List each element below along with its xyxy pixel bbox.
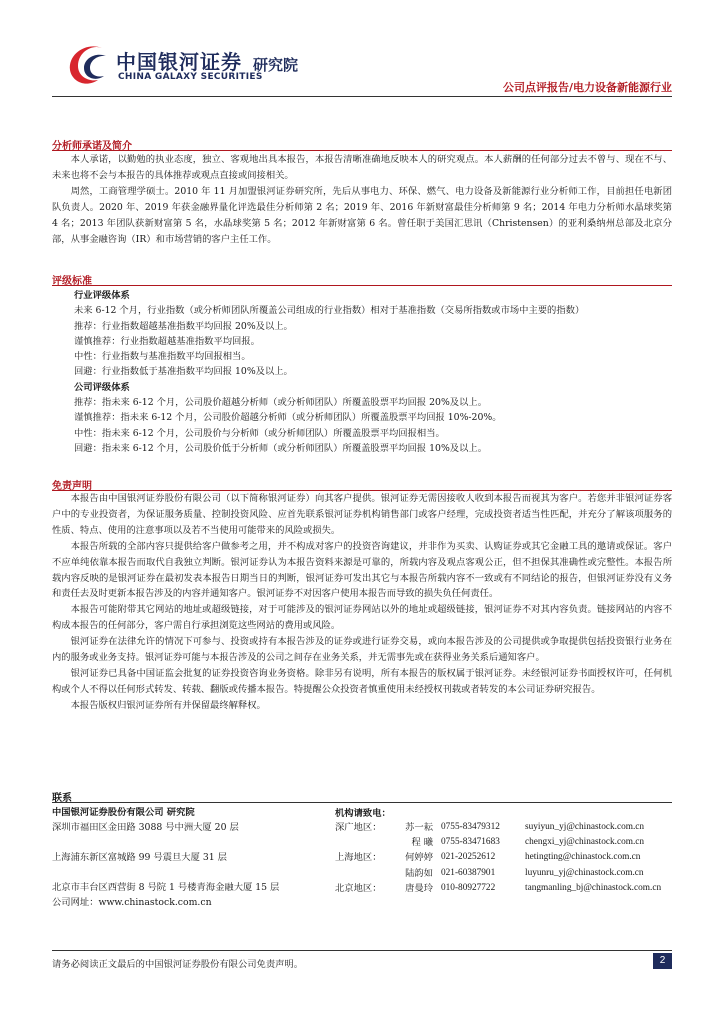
page-number: 2 [653, 953, 672, 969]
contact-region [335, 866, 379, 881]
contact-row [335, 820, 661, 835]
address-line: 深圳市福田区金田路 3088 号中洲大厦 20 层 [52, 822, 239, 833]
report-type: 公司点评报告/电力设备新能源行业 [502, 81, 672, 94]
contact-section-title: 联系 [52, 793, 72, 804]
contact-person: 程 曦 [411, 837, 433, 849]
contact-email[interactable]: chengxi_yj@chinastock.com.cn [525, 837, 645, 848]
industry-rating-header: 行业评级体系 [74, 290, 130, 301]
disclaimer-paragraph: 本报告由中国银河证券股份有限公司（以下简称银河证券）向其客户提供。银河证券无需因接收人收到本报告而视其为客户。若您并非银河证券客户中的专业投资者，为保证服务质量、控制投资风险、应首先联系银河证券机构销售部门或客户经理，完成投资者适当性匹配，并充分了解该项服务的性质、特点、使用的注意事项以及若不当使用可能带来的风险或损失。 [52, 493, 672, 536]
analyst-section-rule [52, 150, 672, 151]
company-rating-line: 谨慎推荐：指未来 6-12 个月，公司股价超越分析师（或分析师团队）所覆盖股票平均回报 10%-20%。 [74, 412, 502, 424]
contact-region [335, 835, 379, 850]
company-rating-header: 公司评级体系 [74, 381, 130, 393]
contact-email[interactable]: luyunru_yj@chinastock.com.cn [525, 867, 644, 878]
footer-notice: 请务必阅读正文最后的中国银河证券股份有限公司免责声明。 [52, 959, 304, 970]
industry-rating-line: 回避：行业指数低于基准指数平均回报 10%及以上。 [74, 366, 293, 378]
disclaimer-paragraph: 本报告版权归银河证券所有并保留最终解释权。 [70, 699, 266, 711]
company-rating-line: 中性：指未来 6-12 个月，公司股价与分析师（或分析师团队）所覆盖股票平均回报相当。 [74, 427, 445, 439]
disclaimer-paragraph: 本报告可能附带其它网站的地址或超级链接，对于可能涉及的银河证券网站以外的地址或超级链接，银河证券不对其内容负责。链接网站的内容不构成本报告的任何部分，客户需自行承担浏览这些网站的费用或风险。 [52, 604, 672, 632]
industry-rating-line: 未来 6-12 个月，行业指数（或分析师团队所覆盖公司组成的行业指数）相对于基准指数（交易所指数或市场中主要的指数） [74, 305, 585, 317]
contact-phone: 010-80927722 [441, 882, 496, 893]
brand-name-en: CHINA GALAXY SECURITIES [118, 72, 263, 82]
header-divider [52, 96, 672, 97]
contact-email[interactable]: tangmanling_bj@chinastock.com.cn [525, 882, 662, 893]
contact-region: 深广地区： [335, 822, 382, 833]
contact-person: 唐曼玲 [405, 882, 433, 894]
analyst-text [52, 152, 672, 247]
contact-section-rule [52, 802, 672, 803]
contact-row [335, 835, 661, 850]
contact-email[interactable]: hetingting@chinastock.com.cn [525, 852, 641, 863]
analyst-commitment: 本人承诺，以勤勉的执业态度，独立、客观地出具本报告，本报告清晰准确地反映本人的研究观点。本人薪酬的任何部分过去不曾与、现在不与、未来也将不会与本报告的具体推荐或观点直接或间接相关。 [52, 154, 672, 181]
disclaimer-paragraph: 银河证券已具备中国证监会批复的证券投资咨询业务资格。除非另有说明，所有本报告的版权属于银河证券。未经银河证券书面授权许可，任何机构或个人不得以任何形式转发、转载、翻版或传播本报告。特提醒公众投资者慎重使用未经授权刊载或者转发的本公司证券研究报告。 [52, 667, 672, 695]
disclaimer-text [52, 491, 672, 714]
address-line: 上海浦东新区富城路 99 号震旦大厦 31 层 [52, 852, 227, 863]
contact-phone: 021-20252612 [441, 852, 496, 863]
contact-person: 何婷婷 [405, 852, 433, 864]
footer-divider [52, 950, 672, 951]
address-spacer [52, 835, 279, 850]
analyst-section-title: 分析师承诺及简介 [52, 141, 132, 152]
company-rating-line: 推荐：指未来 6-12 个月，公司股价超越分析师（或分析师团队）所覆盖股票平均回报 20%及以上。 [74, 397, 487, 409]
industry-rating-line: 谨慎推荐：行业指数超越基准指数平均回报。 [74, 335, 260, 347]
galaxy-logo-icon [62, 40, 116, 90]
industry-rating-line: 推荐：行业指数超越基准指数平均回报 20%及以上。 [74, 320, 293, 332]
institution-contact-title: 机构请致电： [335, 808, 391, 819]
contact-phone: 0755-83479312 [441, 822, 500, 832]
contact-row [335, 881, 661, 896]
industry-rating-line: 中性：行业指数与基准指数平均回报相当。 [74, 351, 251, 363]
contact-phone: 021-60387901 [441, 867, 496, 878]
address-spacer [52, 865, 279, 880]
contact-person: 陆韵如 [405, 867, 433, 879]
contact-email[interactable]: suyiyun_yj@chinastock.com.cn [525, 822, 645, 832]
company-rating-line: 回避：指未来 6-12 个月，公司股价低于分析师（或分析师团队）所覆盖股票平均回报 10%及以上。 [74, 442, 487, 454]
company-name: 中国银河证券股份有限公司 研究院 [52, 807, 195, 818]
company-address-block [52, 805, 279, 910]
contact-row [335, 866, 661, 881]
disclaimer-paragraph: 银河证券在法律允许的情况下可参与、投资或持有本报告涉及的证券或进行证券交易，或向本报告涉及的公司提供或争取提供包括投资银行业务在内的服务或业务支持。银河证券可能与本报告涉及的公司之间存在业务关系，并无需事先或在获得业务关系后通知客户。 [52, 636, 672, 664]
company-website[interactable]: 公司网址：www.chinastock.com.cn [52, 897, 212, 908]
brand-suffix: 研究院 [253, 56, 299, 74]
contact-region: 北京地区： [335, 882, 382, 894]
rating-section-title: 评级标准 [52, 276, 92, 287]
contact-region: 上海地区： [335, 852, 382, 864]
rating-standards [74, 288, 674, 456]
brand-name-cn: 中国银河证券 [116, 50, 242, 74]
disclaimer-section-title: 免责声明 [52, 481, 92, 492]
disclaimer-paragraph: 本报告所载的全部内容只提供给客户做参考之用，并不构成对客户的投资咨询建议，并非作为买卖、认购证券或其它金融工具的邀请或保证。客户不应单纯依靠本报告而取代自我独立判断。银河证券认为本报告资料来源是可靠的，所载内容及观点客观公正，但不担保其准确性或完整性。本报告所载内容反映的是银河证券在最初发表本报告日期当日的判断，银河证券可发出其它与本报告所载内容不一致或有不同结论的报告，但银河证券没有义务和责任去及时更新本报告涉及的内容并通知客户。银河证券不对因客户使用本报告而导致的损失负任何责任。 [52, 540, 672, 600]
address-line: 北京市丰台区西营街 8 号院 1 号楼青海金融大厦 15 层 [52, 882, 280, 893]
contact-phone: 0755-83471683 [441, 837, 500, 848]
contact-row [335, 850, 661, 865]
contact-person: 苏一耘 [405, 822, 433, 833]
rating-section-rule [52, 285, 672, 286]
analyst-bio: 周然，工商管理学硕士。2010 年 11 月加盟银河证券研究所，先后从事电力、环保、燃气、电力设备及新能源行业分析师工作，目前担任电新团队负责人。2020 年、2019 年获金融界量化评选最佳分析师第 2 名；2019 年、2016 年新财富最佳分析师第 9 名；2014 年电力分析师水晶球奖第 4 名；2013 年团队获新财富第 5 名，水晶球奖第 5 名；2012 年新财富第 6 名。曾任职于美国汇思讯（Christensen）的亚利桑纳州总部及北京分部，从事金融咨询（IR）和市场营销的客户主任工作。 [52, 185, 672, 245]
institution-contacts [335, 820, 661, 896]
